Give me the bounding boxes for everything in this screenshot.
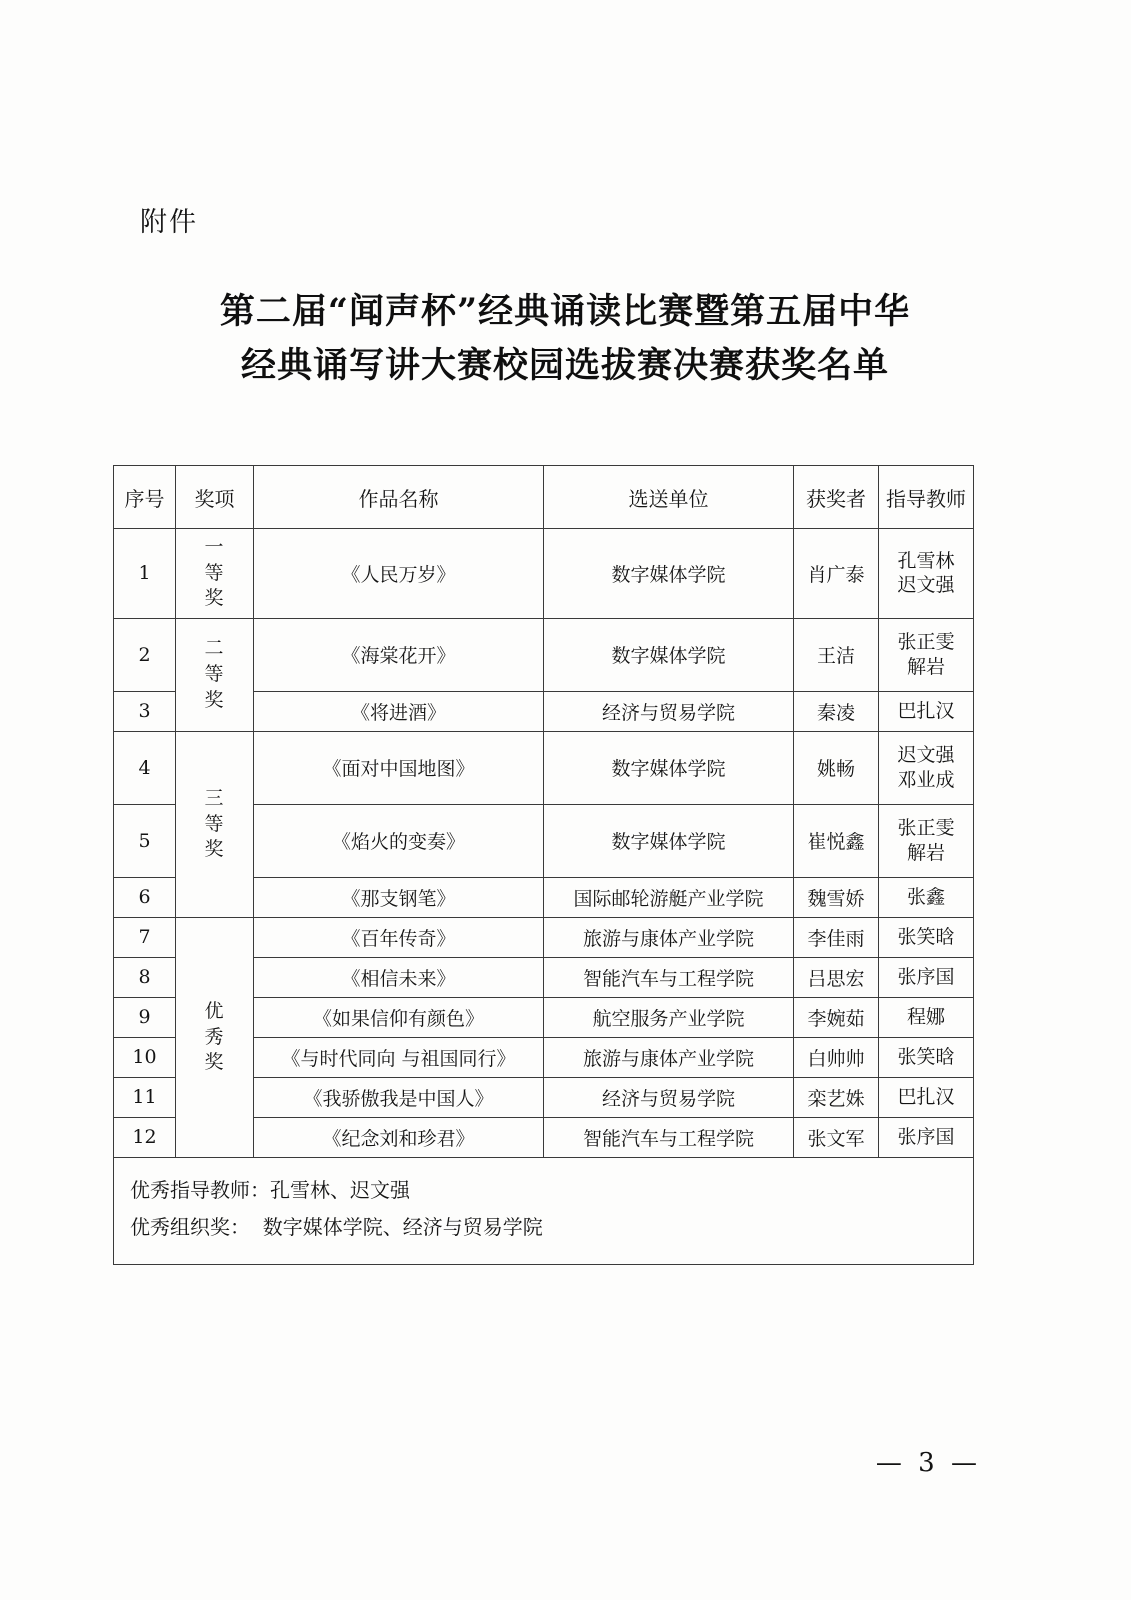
table-header-row bbox=[114, 466, 974, 529]
cell-no: 10 bbox=[114, 1037, 176, 1077]
cell-award-group bbox=[176, 731, 254, 917]
teacher-name: 张正雯 bbox=[897, 631, 955, 654]
cell-winner: 王洁 bbox=[794, 618, 879, 691]
header-winner: 获奖者 bbox=[794, 466, 879, 529]
table-footer bbox=[114, 1157, 974, 1264]
table-header bbox=[114, 466, 974, 529]
cell-no: 5 bbox=[114, 804, 176, 877]
award-label-char: 二 bbox=[204, 637, 225, 660]
teacher-name: 程娜 bbox=[906, 1006, 945, 1029]
cell-work-title: 《海棠花开》 bbox=[254, 618, 544, 691]
award-label-char: 优 bbox=[204, 999, 225, 1022]
cell-work-title: 《纪念刘和珍君》 bbox=[254, 1117, 544, 1157]
cell-work-title: 《那支钢笔》 bbox=[254, 877, 544, 917]
cell-no: 11 bbox=[114, 1077, 176, 1117]
cell-winner: 白帅帅 bbox=[794, 1037, 879, 1077]
header-teacher: 指导教师 bbox=[879, 466, 974, 529]
award-table-container bbox=[113, 465, 973, 1265]
cell-teacher bbox=[879, 691, 974, 731]
award-label-char: 一 bbox=[204, 536, 225, 558]
award-label-char: 奖 bbox=[204, 688, 225, 711]
teacher-name: 张笑晗 bbox=[897, 1046, 955, 1069]
cell-winner: 吕思宏 bbox=[794, 957, 879, 997]
award-table bbox=[113, 465, 974, 1265]
award-label-char: 等 bbox=[204, 812, 225, 835]
cell-no: 6 bbox=[114, 877, 176, 917]
cell-no: 4 bbox=[114, 731, 176, 804]
page-title bbox=[115, 285, 1015, 394]
cell-unit: 智能汽车与工程学院 bbox=[544, 957, 794, 997]
cell-unit: 航空服务产业学院 bbox=[544, 997, 794, 1037]
title-line-1: 第二届“闻声杯”经典诵读比赛暨第五届中华 bbox=[219, 291, 911, 332]
cell-teacher bbox=[879, 1037, 974, 1077]
cell-winner: 李佳雨 bbox=[794, 917, 879, 957]
cell-no: 2 bbox=[114, 618, 176, 691]
page-number: — 3 — bbox=[875, 1448, 981, 1478]
award-label-char: 等 bbox=[204, 561, 225, 584]
award-label-char: 奖 bbox=[204, 838, 225, 861]
cell-teacher bbox=[879, 917, 974, 957]
cell-no: 12 bbox=[114, 1117, 176, 1157]
award-label-char: 等 bbox=[204, 663, 225, 686]
cell-winner: 张文军 bbox=[794, 1117, 879, 1157]
cell-unit: 智能汽车与工程学院 bbox=[544, 1117, 794, 1157]
cell-work-title: 《我骄傲我是中国人》 bbox=[254, 1077, 544, 1117]
cell-teacher bbox=[879, 804, 974, 877]
header-work: 作品名称 bbox=[254, 466, 544, 529]
teacher-name: 解岩 bbox=[906, 841, 945, 864]
cell-winner: 魏雪娇 bbox=[794, 877, 879, 917]
cell-unit: 数字媒体学院 bbox=[544, 618, 794, 691]
award-label-char: 奖 bbox=[204, 587, 225, 610]
cell-work-title: 《面对中国地图》 bbox=[254, 731, 544, 804]
cell-unit: 数字媒体学院 bbox=[544, 529, 794, 619]
teacher-name: 巴扎汉 bbox=[897, 700, 955, 723]
cell-award-group bbox=[176, 917, 254, 1157]
cell-no: 9 bbox=[114, 997, 176, 1037]
header-no: 序号 bbox=[114, 466, 176, 529]
cell-teacher bbox=[879, 1117, 974, 1157]
cell-work-title: 《相信未来》 bbox=[254, 957, 544, 997]
cell-teacher bbox=[879, 957, 974, 997]
teacher-name: 巴扎汉 bbox=[897, 1086, 955, 1109]
cell-unit: 数字媒体学院 bbox=[544, 731, 794, 804]
teacher-name: 迟文强 bbox=[897, 744, 955, 767]
cell-unit: 旅游与康体产业学院 bbox=[544, 1037, 794, 1077]
cell-work-title: 《如果信仰有颜色》 bbox=[254, 997, 544, 1037]
cell-winner: 秦凌 bbox=[794, 691, 879, 731]
teacher-name: 张笑晗 bbox=[897, 926, 955, 949]
footer-note-line: 优秀组织奖： 数字媒体学院、经济与贸易学院 bbox=[130, 1214, 543, 1239]
cell-winner: 肖广泰 bbox=[794, 529, 879, 619]
cell-winner: 李婉茹 bbox=[794, 997, 879, 1037]
cell-no: 8 bbox=[114, 957, 176, 997]
table-row bbox=[114, 618, 974, 691]
cell-no: 7 bbox=[114, 917, 176, 957]
cell-teacher bbox=[879, 529, 974, 619]
footer-notes bbox=[114, 1157, 974, 1264]
footer-note-line: 优秀指导教师：孔雪林、迟文强 bbox=[130, 1177, 410, 1202]
cell-unit: 经济与贸易学院 bbox=[544, 691, 794, 731]
award-label-char: 三 bbox=[204, 786, 225, 809]
title-line-2: 经典诵写讲大赛校园选拔赛决赛获奖名单 bbox=[240, 345, 889, 387]
header-award: 奖项 bbox=[176, 466, 254, 529]
cell-teacher bbox=[879, 1077, 974, 1117]
cell-award-group bbox=[176, 529, 254, 619]
teacher-name: 张鑫 bbox=[906, 886, 945, 909]
footer-row bbox=[114, 1157, 974, 1264]
teacher-name: 孔雪林 bbox=[897, 549, 955, 572]
cell-teacher bbox=[879, 877, 974, 917]
cell-work-title: 《焰火的变奏》 bbox=[254, 804, 544, 877]
teacher-name: 邓业成 bbox=[897, 768, 955, 791]
cell-unit: 国际邮轮游艇产业学院 bbox=[544, 877, 794, 917]
cell-work-title: 《人民万岁》 bbox=[254, 529, 544, 619]
teacher-name: 张序国 bbox=[897, 1126, 955, 1149]
cell-work-title: 《百年传奇》 bbox=[254, 917, 544, 957]
cell-teacher bbox=[879, 997, 974, 1037]
table-row bbox=[114, 731, 974, 804]
cell-teacher bbox=[879, 618, 974, 691]
cell-work-title: 《将进酒》 bbox=[254, 691, 544, 731]
cell-no: 1 bbox=[114, 529, 176, 619]
cell-winner: 姚畅 bbox=[794, 731, 879, 804]
cell-no: 3 bbox=[114, 691, 176, 731]
teacher-name: 张序国 bbox=[897, 966, 955, 989]
table-body bbox=[114, 529, 974, 1158]
table-row bbox=[114, 917, 974, 957]
cell-teacher bbox=[879, 731, 974, 804]
cell-winner: 崔悦鑫 bbox=[794, 804, 879, 877]
teacher-name: 张正雯 bbox=[897, 817, 955, 840]
cell-winner: 栾艺姝 bbox=[794, 1077, 879, 1117]
cell-work-title: 《与时代同向 与祖国同行》 bbox=[254, 1037, 544, 1077]
award-label-char: 奖 bbox=[204, 1051, 225, 1074]
header-unit: 选送单位 bbox=[544, 466, 794, 529]
teacher-name: 解岩 bbox=[906, 655, 945, 678]
award-label-char: 秀 bbox=[204, 1025, 225, 1048]
cell-unit: 经济与贸易学院 bbox=[544, 1077, 794, 1117]
cell-unit: 旅游与康体产业学院 bbox=[544, 917, 794, 957]
attachment-label: 附件 bbox=[140, 207, 198, 238]
cell-award-group bbox=[176, 618, 254, 731]
table-row bbox=[114, 529, 974, 619]
cell-unit: 数字媒体学院 bbox=[544, 804, 794, 877]
teacher-name: 迟文强 bbox=[897, 574, 955, 597]
